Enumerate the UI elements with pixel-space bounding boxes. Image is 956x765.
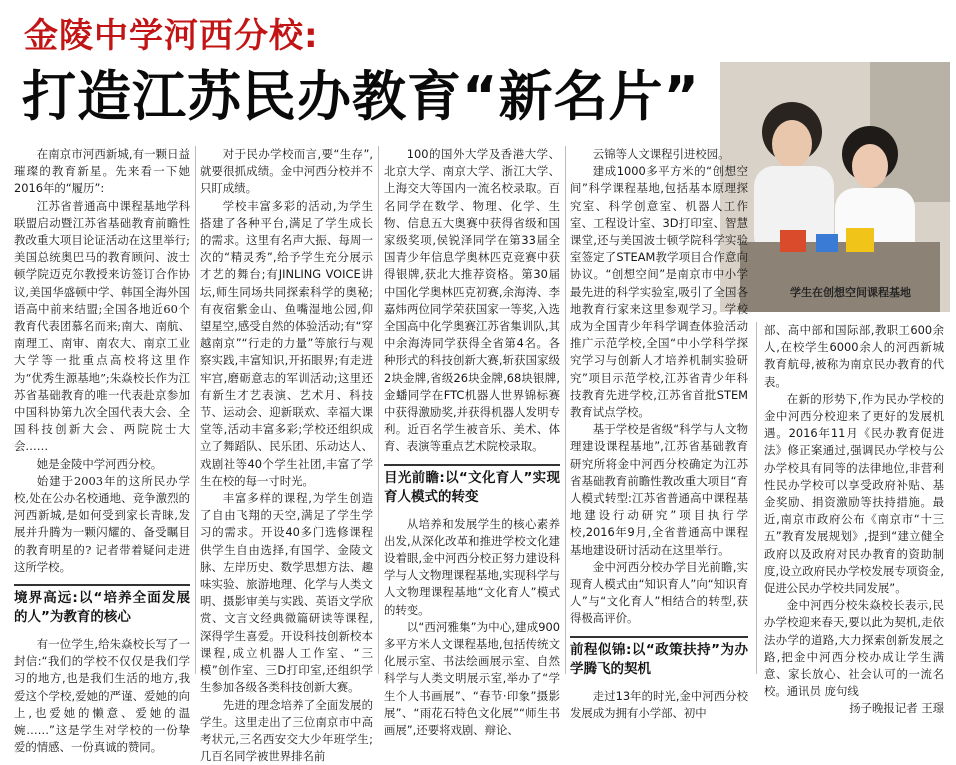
paragraph: 金中河西分校办学目光前瞻,实现育人模式由“知识育人”向“知识育人”与“文化育人”相结合的转型,获得极高评价。 <box>570 559 748 628</box>
paragraph: 在新的形势下,作为民办学校的金中河西分校迎来了更好的发展机遇。2016年11月《民办教育促进法》修正案通过,强调民办学校与公办学校具有同等的法律地位,非营利性民办学校可以享受政府补贴、基金奖励、捐资激励等扶持措施。最近,南京市政府公布《南京市“十三五”教育发展规划》,提到“建立健全政府以及政府对民办教育的资助制度,设立政府民办学校发展专项资金,促进公民办学校共同发展”。 <box>764 391 944 597</box>
paragraph: 以“西河雅集”为中心,建成900多平方米人文课程基地,包括传统文化展示室、书法绘画展示室、自然科学与人类文明展示室,举办了“学生个人书画展”、“春节·印象”摄影展”、“雨花石特色文化展”“师生书画展”,还要将戏剧、辩论、 <box>384 619 560 739</box>
article-column-3 <box>384 146 560 676</box>
column-divider <box>565 146 566 674</box>
byline: 扬子晚报记者 王璟 <box>764 700 944 717</box>
paragraph: 基于学校是省级“科学与人文物理建设课程基地”,江苏省基础教育研究所将金中河西分校确定为江苏省基础教育前瞻性教改重大项目“育人模式转型:江苏省普通高中课程基地建设行动研究”项目执行学校,2016年9月,全省普通高中课程基地建设研讨活动在这里举行。 <box>570 421 748 559</box>
article-column-4 <box>570 146 748 676</box>
paragraph: 有一位学生,给朱焱校长写了一封信:“我们的学校不仅仅是我们学习的地方,也是我们生活的地方,我爱这个学校,爱她的严谨、爱她的向上,也爱她的懒意、爱她的温婉……”这是学生对学校的一份挚爱的情感、一份真诚的赞同。 <box>14 636 190 756</box>
paragraph: 金中河西分校朱焱校长表示,民办学校迎来春天,要以此为契机,走依法办学的道路,大力探索创新发展之路,把金中河西分校办成让学生满意、家长放心、社会认可的一流名校。通讯员 庞句线 <box>764 597 944 700</box>
paragraph: 云锦等人文课程引进校园。 <box>570 146 748 163</box>
column-divider <box>195 146 196 674</box>
section-heading: 境界高远:以“培养全面发展的人”为教育的核心 <box>14 584 190 630</box>
paragraph: 建成1000多平方米的“创想空间”科学课程基地,包括基本原理探究室、科学创意室、机器人工作室、工程设计室、3D打印室、智慧课堂,还与美国波士顿学院科学实验室签定了STEAM教学项目合作意向协议。“创想空间”是南京市中小学最先进的科学实验室,吸引了全国各地教育行家来这里参观学习。学校成为全国青少年科学调查体验活动推广示范学校,全国“中小学科学探究学习与创新人才培养机制实验研究”项目示范学校,江苏省青少年科技教育先进学校,江苏省首批STEM教育试点学校。 <box>570 163 748 421</box>
paragraph: 部、高中部和国际部,教职工600余人,在校学生6000余人的河西新城教育航母,被称为南京民办教育的代表。 <box>764 322 944 391</box>
paragraph: 100的国外大学及香港大学、北京大学、南京大学、浙江大学、上海交大等国内一流名校录取。百名同学在数学、物理、化学、生物、信息五大奥赛中获得省级和国家级奖项,侯锐泽同学在第33届全国青少年信息学奥林匹克竞赛中获得银牌,获北大推荐资格。第30届中国化学奥林匹克初赛,余海涛、李嘉炜两位同学荣获国家一等奖,入选全国高中化学奥赛江苏省集训队,其中余海涛同学获得全省第4名。各种形式的科技创新大赛,斩获国家级2块金牌,省级26块金牌,68块银牌,金蟠同学在FTC机器人世界锦标赛中获得激励奖,并获得机器人发明专利。近百名学生被音乐、美术、体育、表演等重点艺术院校录取。 <box>384 146 560 456</box>
headline-kicker: 金陵中学河西分校: <box>24 14 319 58</box>
column-divider <box>378 146 379 674</box>
paragraph: 在南京市河西新城,有一颗日益璀璨的教育新星。先来看一下她2016年的“履历”: <box>14 146 190 198</box>
article-column-5 <box>764 322 944 674</box>
paragraph: 对于民办学校而言,要“生存”,就要很抓成绩。金中河西分校并不只盯成绩。 <box>200 146 373 198</box>
paragraph: 先进的理念培养了全面发展的学生。这里走出了三位南京市中高考状元,三名西安交大少年班学生;几百名同学被世界排名前 <box>200 697 373 765</box>
students-photo <box>720 62 950 312</box>
paragraph: 江苏省普通高中课程基地学科联盟启动暨江苏省基础教育前瞻性教改重大项目论证活动在这里举行;美国总统奥巴马的教育顾问、波士顿学院迈克尔教授来访签订合作协议,美国华盛顿中学、韩国全海外国语高中前来结盟;全国各地近60个教育代表团慕名而来;南大、南航、南理工、南审、南农大、南京工业大学等一批重点高校将这里作为“优秀生源基地”;朱焱校长作为江苏省基础教育的唯一代表赴京参加中国科协第九次全国代表大会、全国科技创新大会、两院院士大会…… <box>14 198 190 456</box>
paragraph: 走过13年的时光,金中河西分校发展成为拥有小学部、初中 <box>570 688 748 722</box>
headline-title: 打造江苏民办教育“新名片” <box>22 64 700 130</box>
photo-caption: 学生在创想空间课程基地 <box>790 284 911 300</box>
article-column-1 <box>14 146 190 676</box>
paragraph: 丰富多样的课程,为学生创造了自由飞翔的天空,满足了学生学习的需求。开设40多门选修课程供学生自由选择,有国学、金陵文脉、左岸历史、数学思想方法、趣味实验、旅游地理、化学与人类文明、摄影审美与实践、英语文学欣赏、文言文经典微篇研读等课程,深得学生喜爱。开设科技创新校本课程,成立机器人工作室、“三模”创作室、三D打印室,还组织学生参加各级各类科技创新大赛。 <box>200 490 373 696</box>
column-divider <box>756 322 757 674</box>
paragraph: 从培养和发展学生的核心素养出发,从深化改革和推进学校文化建设着眼,金中河西分校正努力建设科学与人文物理课程基地,实现科学与人文物理课程基地“文化育人”模式的转变。 <box>384 516 560 619</box>
paragraph: 学校丰富多彩的活动,为学生搭建了各种平台,满足了学生成长的需求。这里有名声大振、每周一次的“精灵秀”,给予学生充分展示才艺的舞台;有JINLING VOICE讲坛,师生同场共同探索科学的奥秘;有夜宿紫金山、鱼嘴湿地公园,仰望星空,感受自然的体验活动;有“穿越南京”“行走的力量”等旅行与观察实践,丰富知识,开拓眼界;有走进牢宫,磨砺意志的军训活动;这里还有新生才艺表演、艺术月、科技节、运动会、迎新联欢、幸福大课堂等,活动丰富多彩;学校还组织成立了舞蹈队、民乐团、乐动达人、戏剧社等40个学生社团,丰富了学生在校的每一寸时光。 <box>200 198 373 490</box>
photo-illustration <box>720 62 950 312</box>
article-column-2 <box>200 146 373 676</box>
section-heading: 前程似锦:以“政策扶持”为办学腾飞的契机 <box>570 636 748 682</box>
paragraph: 她是金陵中学河西分校。 <box>14 456 190 473</box>
section-heading: 目光前瞻:以“文化育人”实现育人模式的转变 <box>384 464 560 510</box>
paragraph: 始建于2003年的这所民办学校,处在公办名校通地、竞争激烈的河西新城,是如何受到家长青睐,发展并升腾为一颗闪耀的、备受瞩目的教育明星的? 记者带着疑问走进这所学校。 <box>14 473 190 576</box>
